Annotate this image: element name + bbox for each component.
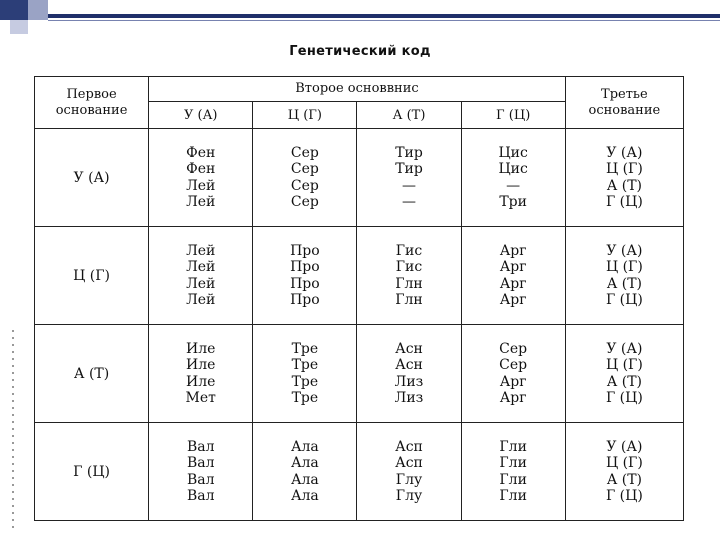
amino-acid: Арг bbox=[499, 292, 527, 308]
second-base-g: Г (Ц) bbox=[461, 102, 565, 129]
third-base-value: Г (Ц) bbox=[605, 488, 643, 504]
amino-acid: Вал bbox=[186, 455, 215, 471]
codon-cell bbox=[461, 325, 565, 423]
third-base-cell bbox=[565, 227, 683, 325]
amino-acid: Про bbox=[290, 242, 320, 259]
amino-acid: Гли bbox=[499, 471, 527, 488]
amino-acid: Ала bbox=[290, 438, 319, 455]
codon-cell bbox=[149, 423, 253, 521]
amino-acid: Мет bbox=[185, 390, 216, 406]
amino-acid: Асп bbox=[395, 438, 423, 455]
table-header-row bbox=[35, 77, 684, 102]
third-base-header-line2: основание bbox=[588, 102, 661, 118]
third-base-cell bbox=[565, 423, 683, 521]
amino-acid: Гли bbox=[499, 488, 527, 504]
amino-acid: Лиз bbox=[394, 390, 424, 406]
amino-acid: Лиз bbox=[394, 373, 424, 390]
amino-acid: Цис bbox=[498, 144, 528, 161]
first-base-cell: А (Т) bbox=[35, 325, 149, 423]
amino-acid: Сер bbox=[290, 194, 319, 210]
amino-acid: Иле bbox=[186, 373, 216, 390]
codon-cell bbox=[149, 325, 253, 423]
codon-cell bbox=[149, 227, 253, 325]
amino-acid: Арг bbox=[499, 275, 527, 292]
third-base-value: Г (Ц) bbox=[605, 390, 643, 406]
codon-cell bbox=[357, 325, 461, 423]
third-base-cell bbox=[565, 129, 683, 227]
codon-cell bbox=[461, 129, 565, 227]
third-base-value: А (Т) bbox=[606, 177, 643, 194]
table-row bbox=[35, 129, 684, 227]
third-base-header-line1: Третье bbox=[601, 86, 648, 102]
amino-acid: Про bbox=[290, 259, 320, 275]
table-body bbox=[35, 129, 684, 521]
second-base-a: А (Т) bbox=[357, 102, 461, 129]
table-row bbox=[35, 227, 684, 325]
amino-acid: Сер bbox=[290, 177, 319, 194]
first-base-cell: Ц (Г) bbox=[35, 227, 149, 325]
amino-acid: Про bbox=[290, 292, 320, 308]
amino-acid: — bbox=[506, 177, 521, 194]
codon-cell bbox=[357, 423, 461, 521]
amino-acid: Арг bbox=[499, 390, 527, 406]
amino-acid: — bbox=[402, 194, 416, 210]
slide-corner-square-light bbox=[28, 0, 48, 20]
amino-acid: Вал bbox=[186, 488, 215, 504]
codon-cell bbox=[357, 227, 461, 325]
amino-acid: Лей bbox=[186, 292, 216, 308]
third-base-value: Ц (Г) bbox=[605, 455, 643, 471]
third-base-value: У (А) bbox=[606, 438, 643, 455]
amino-acid: Сер bbox=[290, 144, 319, 161]
amino-acid: Цис bbox=[498, 161, 528, 177]
amino-acid: Иле bbox=[186, 340, 216, 357]
slide-top-rule bbox=[48, 14, 720, 18]
amino-acid: Арг bbox=[499, 242, 527, 259]
third-base-value: У (А) bbox=[606, 340, 643, 357]
amino-acid: Ала bbox=[290, 488, 319, 504]
amino-acid: Гис bbox=[395, 259, 423, 275]
amino-acid: Тир bbox=[395, 161, 423, 177]
amino-acid: Асн bbox=[395, 340, 423, 357]
amino-acid: Гис bbox=[395, 242, 423, 259]
slide-corner-square-pale bbox=[10, 20, 28, 34]
second-base-c: Ц (Г) bbox=[253, 102, 357, 129]
third-base-value: У (А) bbox=[606, 144, 643, 161]
amino-acid: Фен bbox=[186, 161, 216, 177]
amino-acid: Арг bbox=[499, 259, 527, 275]
codon-cell bbox=[253, 325, 357, 423]
third-base-value: Ц (Г) bbox=[605, 259, 643, 275]
amino-acid: Фен bbox=[186, 144, 216, 161]
third-base-value: Ц (Г) bbox=[605, 161, 643, 177]
first-base-header bbox=[35, 77, 149, 129]
table-row bbox=[35, 325, 684, 423]
third-base-value: Г (Ц) bbox=[605, 292, 643, 308]
third-base-value: Ц (Г) bbox=[605, 357, 643, 373]
amino-acid: Лей bbox=[186, 194, 216, 210]
codon-cell bbox=[461, 227, 565, 325]
amino-acid: Арг bbox=[499, 373, 527, 390]
amino-acid: Лей bbox=[186, 259, 216, 275]
third-base-value: У (А) bbox=[606, 242, 643, 259]
first-base-cell: У (А) bbox=[35, 129, 149, 227]
amino-acid: Лей bbox=[186, 275, 216, 292]
table-row bbox=[35, 423, 684, 521]
genetic-code-table bbox=[34, 76, 684, 521]
amino-acid: Лей bbox=[186, 177, 216, 194]
first-base-header-line1: Первое bbox=[66, 86, 117, 102]
amino-acid: Ала bbox=[290, 471, 319, 488]
third-base-cell bbox=[565, 325, 683, 423]
second-base-header: Второе основвнис bbox=[149, 77, 566, 102]
amino-acid: Глу bbox=[395, 488, 423, 504]
amino-acid: Глу bbox=[395, 471, 423, 488]
third-base-value: Г (Ц) bbox=[605, 194, 643, 210]
first-base-cell: Г (Ц) bbox=[35, 423, 149, 521]
page-title: Генетический код bbox=[289, 44, 431, 59]
third-base-value: А (Т) bbox=[606, 471, 643, 488]
codon-cell bbox=[253, 423, 357, 521]
codon-cell bbox=[253, 227, 357, 325]
amino-acid: Тир bbox=[395, 144, 423, 161]
amino-acid: Сер bbox=[499, 357, 528, 373]
first-base-header-line2: основание bbox=[55, 102, 128, 118]
codon-cell bbox=[461, 423, 565, 521]
amino-acid: Гли bbox=[499, 438, 527, 455]
third-base-header bbox=[565, 77, 683, 129]
amino-acid: Сер bbox=[290, 161, 319, 177]
amino-acid: Вал bbox=[186, 471, 215, 488]
codon-cell bbox=[357, 129, 461, 227]
amino-acid: Тре bbox=[291, 357, 319, 373]
amino-acid: Асп bbox=[395, 455, 423, 471]
third-base-value: А (Т) bbox=[606, 275, 643, 292]
amino-acid: Асн bbox=[395, 357, 423, 373]
scan-margin-marks bbox=[12, 330, 14, 530]
codon-cell bbox=[253, 129, 357, 227]
amino-acid: Лей bbox=[186, 242, 216, 259]
amino-acid: Ала bbox=[290, 455, 319, 471]
amino-acid: Сер bbox=[499, 340, 528, 357]
amino-acid: — bbox=[402, 177, 416, 194]
third-base-value: А (Т) bbox=[606, 373, 643, 390]
amino-acid: Тре bbox=[291, 390, 319, 406]
amino-acid: Гли bbox=[499, 455, 527, 471]
second-base-u: У (А) bbox=[149, 102, 253, 129]
amino-acid: Глн bbox=[395, 292, 423, 308]
slide-corner-square bbox=[0, 0, 28, 20]
amino-acid: Иле bbox=[186, 357, 216, 373]
amino-acid: Про bbox=[290, 275, 320, 292]
amino-acid: Тре bbox=[291, 340, 319, 357]
amino-acid: Глн bbox=[395, 275, 423, 292]
codon-cell bbox=[149, 129, 253, 227]
amino-acid: Вал bbox=[186, 438, 215, 455]
amino-acid: Тре bbox=[291, 373, 319, 390]
slide-top-rule-thin bbox=[48, 20, 720, 21]
amino-acid: Три bbox=[499, 194, 527, 210]
